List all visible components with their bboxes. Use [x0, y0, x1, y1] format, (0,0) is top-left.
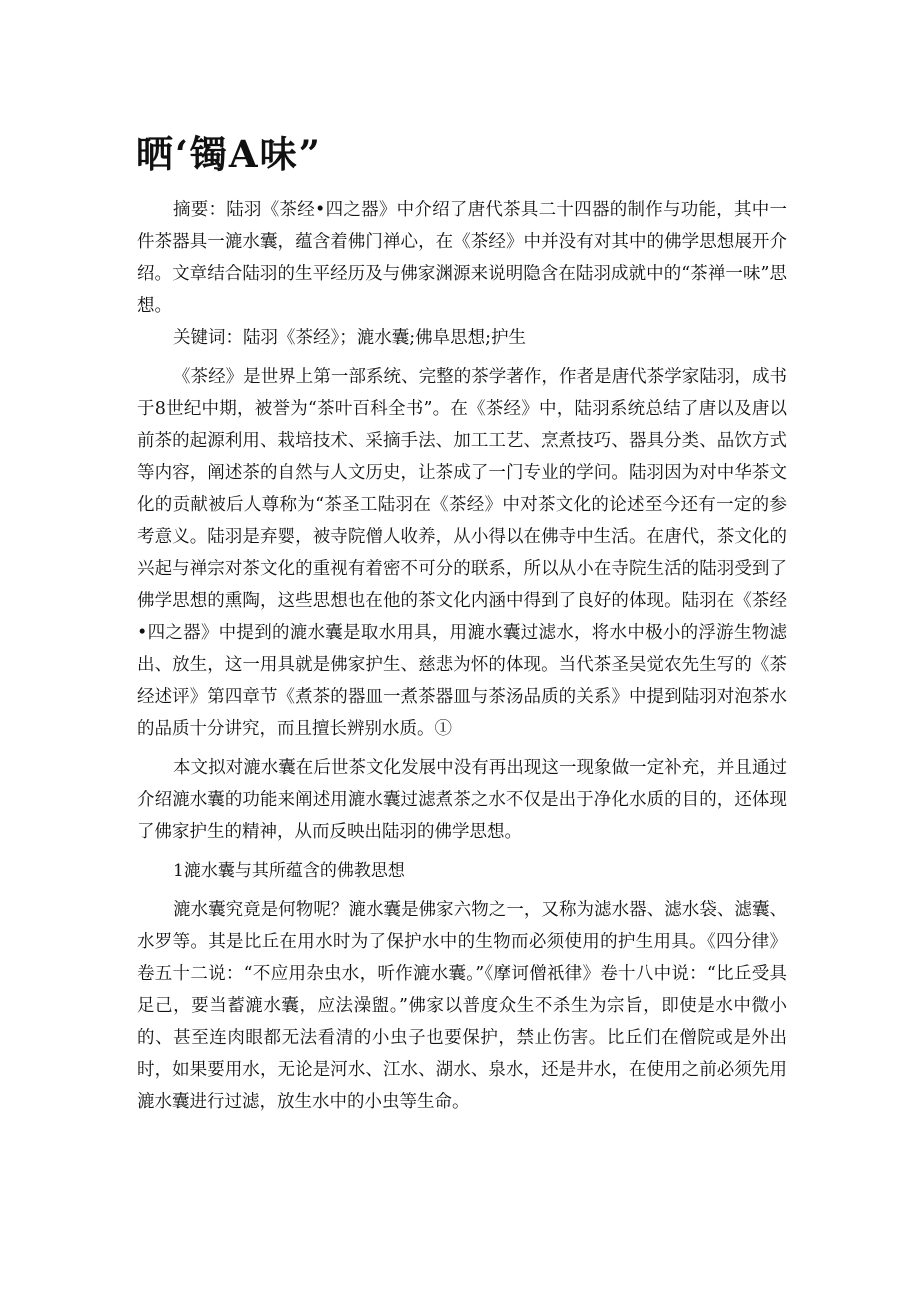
document-title: 晒‘镯A味” — [136, 132, 322, 176]
spacer — [137, 887, 787, 894]
document-body — [137, 194, 787, 1118]
spacer — [137, 848, 787, 855]
body-paragraph: 《茶经》是世界上第一部系统、完整的茶学著作，作者是唐代茶学家陆羽，成书于8世纪中期，被誉为“茶叶百科全书”。在《茶经》中，陆羽系统总结了唐以及唐以前茶的起源利用、栽培技术、采摘手法、加工工艺、烹煮技巧、器具分类、品饮方式等内容，阐述茶的自然与人文历史，让茶成了一门专业的学问。陆羽因为对中华茶文化的贡献被后人尊称为“茶圣工陆羽在《茶经》中对茶文化的论述至今还有一定的参考意义。陆羽是弃婴，被寺院僧人收养，从小得以在佛寺中生活。在唐代，茶文化的兴起与禅宗对茶文化的重视有着密不可分的联系，所以从小在寺院生活的陆羽受到了佛学思想的熏陶，这些思想也在他的茶文化内涵中得到了良好的体现。陆羽在《茶经•四之器》中提到的漉水囊是取水用具，用漉水囊过滤水，将水中极小的浮游生物滤出、放生，这一用具就是佛家护生、慈悲为怀的体现。当代茶圣吴觉农先生写的《茶经述评》第四章节《煮茶的器皿一煮茶器皿与茶汤品质的关系》中提到陆羽对泡茶水的品质十分讲究，而且擅长辨别水质。① — [137, 367, 787, 739]
body-paragraph: 本文拟对漉水囊在后世茶文化发展中没有再出现这一现象做一定补充，并且通过介绍漉水囊的功能来阐述用漉水囊过滤煮茶之水不仅是出于净化水质的目的，还体现了佛家护生的精神，从而反映出陆羽的佛学思想。 — [137, 758, 787, 842]
spacer — [137, 745, 787, 752]
section-heading: 1漉水囊与其所蕴含的佛教思想 — [173, 861, 405, 881]
abstract-paragraph: 摘要：陆羽《茶经•四之器》中介绍了唐代茶具二十四器的制作与功能，其中一件茶器具一漉水囊，蕴含着佛门禅心，在《茶经》中并没有对其中的佛学思想展开介绍。文章结合陆羽的生平经历及与佛家渊源来说明隐含在陆羽成就中的“茶禅一味”思想。 — [137, 200, 787, 316]
spacer — [137, 354, 787, 361]
section-paragraph: 漉水囊究竟是何物呢？漉水囊是佛家六物之一，又称为滤水器、滤水袋、滤囊、水罗等。其是比丘在用水时为了保护水中的生物而必须使用的护生用具。《四分律》卷五十二说：“不应用杂虫水，听作漉水囊。”《摩诃僧祇律》卷十八中说：“比丘受具足己，要当蓄漉水囊，应法澡盥。”佛家以普度众生不杀生为宗旨，即使是水中微小的、甚至连肉眼都无法看清的小虫子也要保护，禁止伤害。比丘们在僧院或是外出时，如果要用水，无论是河水、江水、湖水、泉水，还是井水，在使用之前必须先用漉水囊进行过滤，放生水中的小虫等生命。 — [137, 900, 787, 1112]
keywords-line: 关键词：陆羽《茶经》；漉水囊;佛阜思想;护生 — [173, 328, 527, 348]
